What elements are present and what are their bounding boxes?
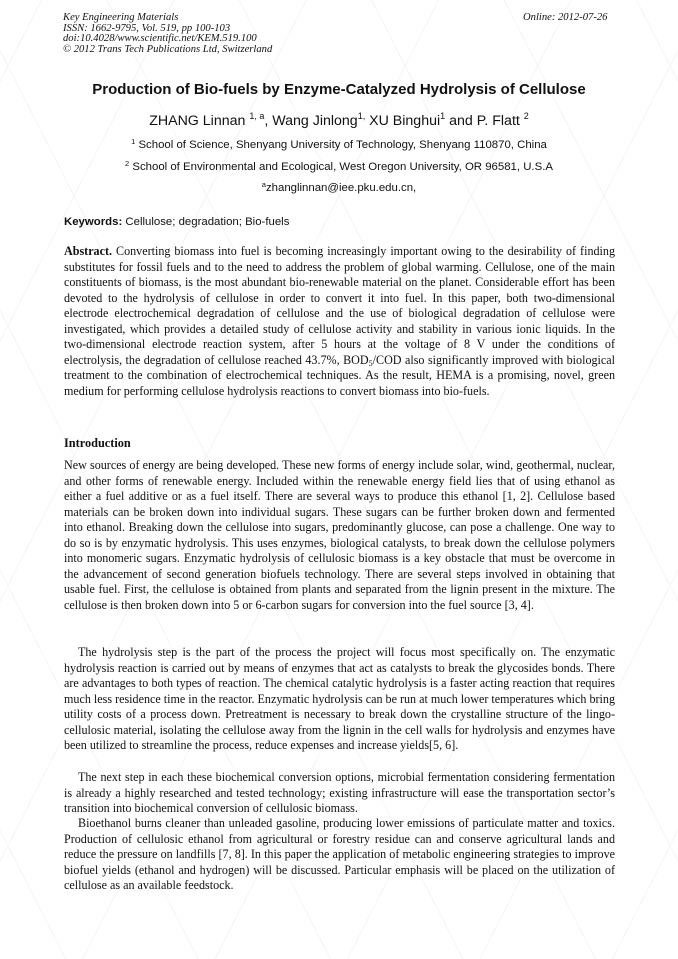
issn-line: ISSN: 1662-9795, Vol. 519, pp 100-103 [63, 22, 231, 34]
intro-paragraph-4: Bioethanol burns cleaner than unleaded gasoline, producing lower emissions of particulate matter and toxics. Production of cellulosic ethanol from agricultural or forestry residue can and conserve agricultural lands and reduce the pressure on landfills [7, 8]. In this paper the application of metabolic engineering strategies to improve biofuel yields (ethanol and hydrogen) will be discussed. Particular emphasis will be placed on the utilization of cellulose as an available feedstock. [64, 816, 615, 893]
author-name: ZHANG Linnan [149, 113, 250, 129]
author-superscript: 1 [440, 111, 446, 121]
intro-paragraph-2: The hydrolysis step is the part of the process the project will focus most specifically on. The enzymatic hydrolysis reaction is carried out by means of enzymes that act as catalysts to break the glycosides bonds. There are advantages to both types of reaction. The chemical catalytic hydrolysis is a faster acting reaction that requires much less residence time in the reactor. Enzymatic hydrolysis can be run at much lower temperatures which bring utility costs of a process down. Pretreatment is necessary to break down the crystalline structure of the lingo-cellulosic material, isolating the cellulose away from the lignin in the cell walls for hydrolysis and enzymes have been utilized to streamline the process, reduce expenses and increase yields[5, 6]. [64, 645, 615, 753]
author-separator: , [264, 113, 273, 129]
author-superscript: 1, a [249, 111, 265, 121]
abstract-paragraph [64, 244, 615, 399]
abstract-text-cont: /COD also significantly improved with biological treatment to the combination of electrochemical techniques. As the result, HEMA is a promising, novel, green medium for performing cellulose hydrolysis reactions to convert biomass into bio-fuels. [64, 352, 615, 398]
affiliation-2 [0, 161, 678, 173]
journal-info [63, 13, 272, 55]
online-date: Online: 2012-07-26 [523, 12, 608, 23]
author-name: P. Flatt [476, 113, 524, 129]
keywords-line [64, 216, 289, 228]
keywords-text: Cellulose; degradation; Bio-fuels [122, 216, 290, 228]
abstract-label: Abstract. [64, 244, 113, 258]
abstract-subscript: 5 [368, 358, 373, 368]
intro-paragraph-1: New sources of energy are being developed. These new forms of energy include solar, wind, geothermal, nuclear, and other forms of renewable energy. Included within the renewable energy field lies that of using ethanol as either a fuel additive or as a fuel itself. There are several ways to produce this ethanol [1, 2]. Cellulose based materials can be broken down into individual sugars. These sugars can be further broken down and fermented into ethanol. Breaking down the cellulose into sugars, predominantly glucose, can pose a challenge. One way to do so is by enzymatic hydrolysis. This uses enzymes, biological catalysts, to break down the cellulose polymers into monomeric sugars. Enzymatic hydrolysis of cellulosic biomass is a key obstacle that must be overcome in the advancement of second generation biofuels technology. There are several steps involved in obtaining that usable fuel. First, the cellulose is obtained from plants and separated from the lignin present in the mixture. The cellulose is then broken down into 5 or 6-carbon sugars for conversion into the fuel source [3, 4]. [64, 458, 615, 612]
abstract-text: Converting biomass into fuel is becoming increasingly important owing to the desirability of finding substitutes for fossil fuels and to the need to address the problem of global warming. Cellulose, one of the main constituents of biomass, is the most abundant bio-renewable material on the planet. Considerable effort has been devoted to the hydrolysis of cellulose in order to convert it into fuel. In this paper, both two-dimensional electrode electrochemical degradation of cellulose and the use of biological degradation of cellulose were investigated, which provides a detailed study of cellulose activity and stability in various ionic liquids. In the two-dimensional electrode reaction system, after 5 hours at the voltage of 8 V under the conditions of electrolysis, the degradation of cellulose reached 43.7%, BOD [64, 244, 615, 367]
author-superscript: 2 [523, 111, 529, 121]
author-separator: and [445, 113, 477, 129]
email-text[interactable]: zhanglinnan@iee.pku.edu.cn, [265, 182, 417, 194]
section-heading-introduction: Introduction [64, 436, 131, 450]
affiliation-text: School of Environmental and Ecological, West Oregon University, OR 96581, U.S.A [129, 161, 553, 173]
author-superscript: 1, [357, 111, 366, 121]
doi-line[interactable]: doi:10.4028/www.scientific.net/KEM.519.100 [63, 33, 257, 45]
email-superscript: a [261, 180, 266, 189]
keywords-label: Keywords: [64, 216, 123, 228]
copyright-line: © 2012 Trans Tech Publications Ltd, Switzerland [63, 43, 273, 55]
journal-name: Key Engineering Materials [63, 12, 179, 23]
author-list [0, 113, 678, 129]
affiliation-superscript: 1 [131, 137, 136, 146]
author-name: Wang Jinlong [272, 113, 358, 129]
affiliation-1 [0, 139, 678, 151]
paper-title: Production of Bio-fuels by Enzyme-Catalyzed Hydrolysis of Cellulose [92, 81, 586, 98]
affiliation-text: School of Science, Shenyang University of Technology, Shenyang 110870, China [135, 139, 547, 151]
corresponding-email [0, 182, 678, 194]
author-name: XU Binghui [369, 113, 441, 129]
intro-paragraph-3: The next step in each these biochemical conversion options, microbial fermentation considering fermentation is already a highly researched and tested technology; existing infrastructure will ease the transportation sector’s transition into biochemical conversion of cellulosic biomass. [64, 770, 615, 816]
affiliation-superscript: 2 [125, 159, 130, 168]
